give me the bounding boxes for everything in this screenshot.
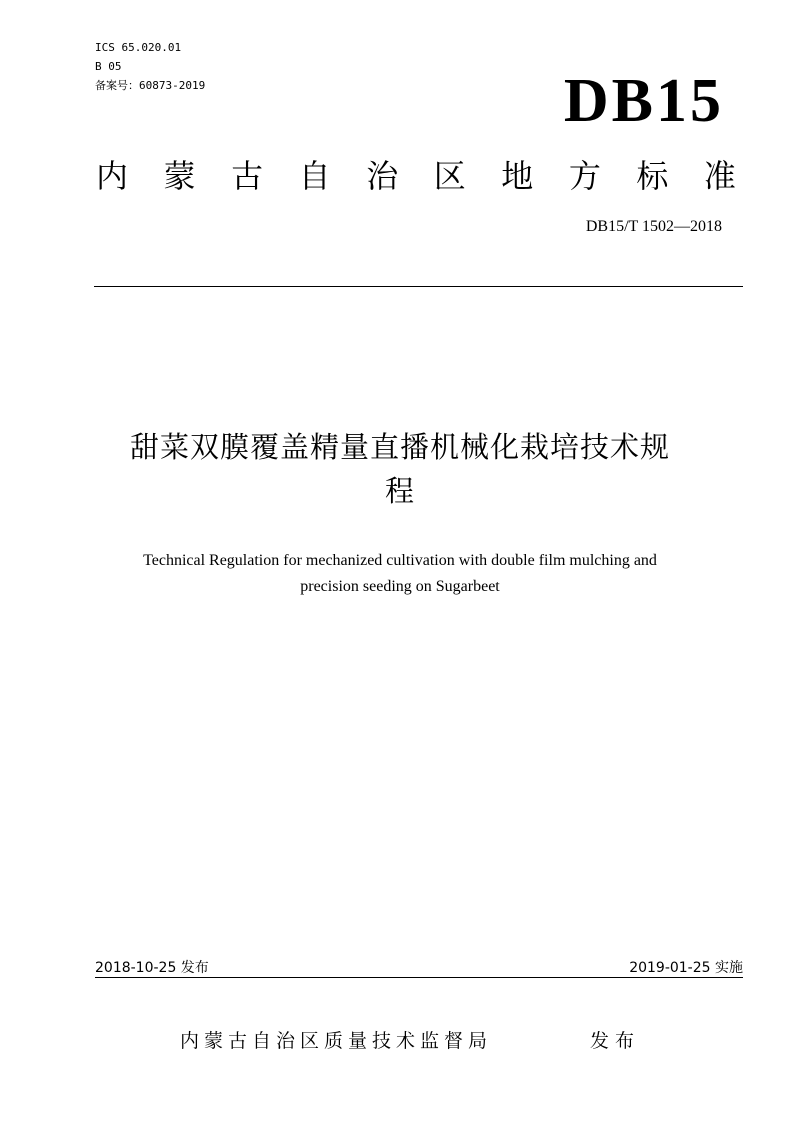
standard-type-char: 古 — [231, 157, 264, 195]
implementation-date: 2019-01-25 实施 — [629, 960, 743, 976]
chinese-title-line: 甜菜双膜覆盖精量直播机械化栽培技术规 — [129, 430, 670, 464]
issue-date: 2018-10-25 发布 — [95, 960, 209, 976]
standard-type-char: 方 — [568, 157, 601, 195]
standard-type-char: 地 — [501, 157, 534, 195]
standard-number: DB15/T 1502—2018 — [585, 218, 722, 235]
english-title-line: Technical Regulation for mechanized cultivation with double film mulching and — [143, 552, 657, 569]
standard-type-char: 区 — [433, 157, 466, 195]
standard-type-char: 准 — [703, 157, 736, 195]
classification-code: B 05 — [95, 60, 122, 73]
db-logo: DB15 — [563, 67, 724, 135]
standard-type-char: 自 — [298, 157, 331, 195]
publish-label: 发布 — [590, 1030, 641, 1052]
standard-type-heading — [96, 154, 736, 198]
document-metadata — [95, 38, 205, 95]
ics-code: ICS 65.020.01 — [95, 41, 182, 54]
english-title-line: precision seeding on Sugarbeet — [300, 578, 500, 595]
standard-type-char: 蒙 — [163, 157, 196, 195]
header-divider — [94, 286, 743, 287]
chinese-title — [80, 425, 720, 513]
standard-type-char: 治 — [366, 157, 399, 195]
standard-type-char: 内 — [96, 157, 129, 195]
date-divider — [95, 977, 743, 978]
standard-type-char: 标 — [636, 157, 669, 195]
chinese-title-line: 程 — [384, 474, 415, 508]
english-title — [80, 548, 720, 600]
issuing-authority: 内蒙古自治区质量技术监督局 — [180, 1030, 493, 1052]
filing-number: 备案号：60873-2019 — [95, 79, 206, 92]
